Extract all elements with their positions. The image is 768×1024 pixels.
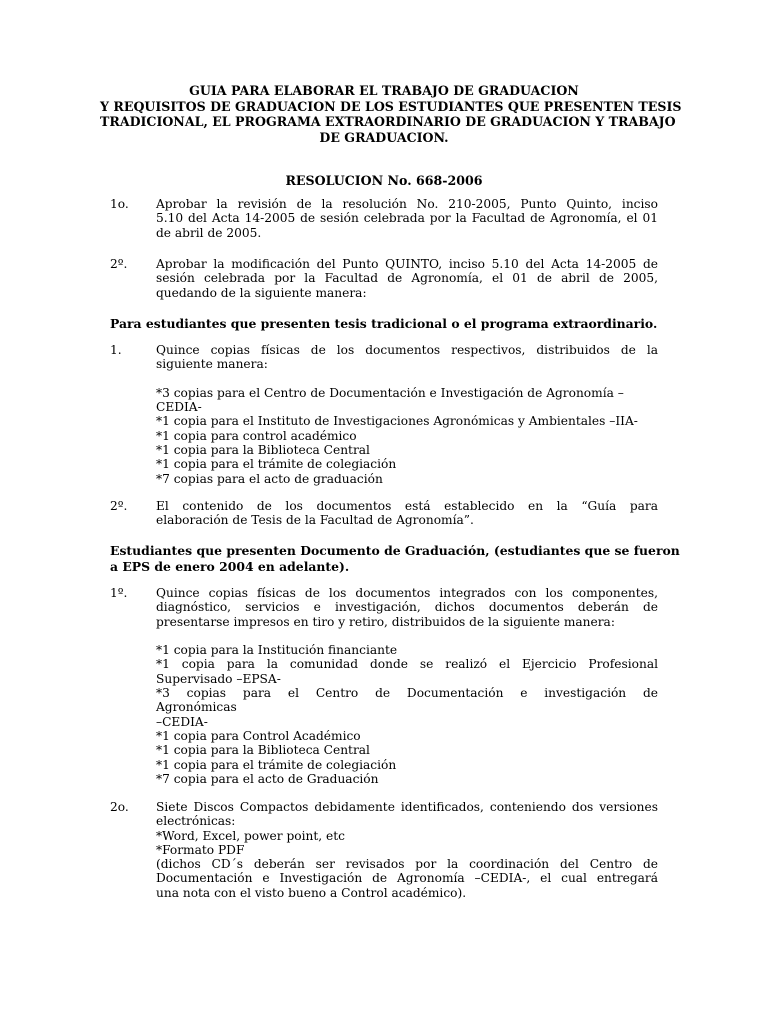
document-title <box>100 83 682 145</box>
resolution-number: RESOLUCION No. 668-2006 <box>285 173 483 188</box>
item-line: *1 copia para el trámite de colegiación <box>156 457 397 472</box>
item-line: –CEDIA- <box>156 714 208 729</box>
item-line: Aprobar la modificación del Punto QUINTO, inciso 5.10 del Acta 14-2005 de <box>156 257 658 271</box>
item-number: 1. <box>110 343 122 357</box>
item-line: *Word, Excel, power point, etc <box>156 828 345 843</box>
item-number: 2º. <box>110 499 128 513</box>
item-line: *1 copia para control académico <box>156 428 357 443</box>
item-line: Siete Discos Compactos debidamente identificados, conteniendo dos versiones <box>156 800 658 814</box>
item-number: 1o. <box>110 197 129 211</box>
item-line: 5.10 del Acta 14-2005 de sesión celebrada por la Facultad de Agronomía, el 01 <box>156 211 658 226</box>
item-line: presentarse impresos en tiro y retiro, distribuidos de la siguiente manera: <box>156 614 615 629</box>
title-line: Y REQUISITOS DE GRADUACION DE LOS ESTUDIANTES QUE PRESENTEN TESIS <box>100 98 682 114</box>
item-line: *1 copia para el Instituto de Investigaciones Agronómicas y Ambientales –IIA- <box>156 414 638 429</box>
item-line: *7 copia para el acto de Graduación <box>156 771 379 786</box>
item-line: elaboración de Tesis de la Facultad de Agronomía”. <box>156 513 474 528</box>
item-line: diagnóstico, servicios e investigación, dichos documentos deberán de <box>156 600 658 615</box>
item-line: *1 copia para la comunidad donde se realizó el Ejercicio Profesional <box>156 657 658 672</box>
item-number: 2o. <box>110 800 129 814</box>
item-line: *1 copia para la Biblioteca Central <box>156 743 370 758</box>
item-line: El contenido de los documentos está establecido en la “Guía para <box>156 499 658 513</box>
resolution-item <box>110 257 658 300</box>
item-line: Supervisado –EPSA- <box>156 671 281 686</box>
section-heading <box>110 316 658 332</box>
title-line: TRADICIONAL, EL PROGRAMA EXTRAORDINARIO DE GRADUACION Y TRABAJO <box>100 114 676 130</box>
section-heading-line: Estudiantes que presenten Documento de Graduación, (estudiantes que se fueron <box>110 543 680 558</box>
item-line: sesión celebrada por la Facultad de Agronomía, el 01 de abril de 2005, <box>156 271 658 286</box>
item-line: Documentación e Investigación de Agronomía –CEDIA-, el cual entregará <box>156 871 658 886</box>
item-line: *Formato PDF <box>156 842 245 857</box>
item-line: *1 copia para Control Académico <box>156 728 361 743</box>
item-line: quedando de la siguiente manera: <box>156 285 367 300</box>
item-line: electrónicas: <box>156 814 236 829</box>
item-line: (dichos CD´s deberán ser revisados por la coordinación del Centro de <box>156 857 658 872</box>
item-number: 2º. <box>110 257 128 271</box>
item-line: Aprobar la revisión de la resolución No. 210-2005, Punto Quinto, inciso <box>156 197 658 211</box>
requirement-item <box>110 343 658 486</box>
item-line: *1 copia para la Institución financiante <box>156 643 398 658</box>
section-heading-line: a EPS de enero 2004 en adelante). <box>110 558 350 574</box>
requirement-item <box>110 499 658 528</box>
item-line: *7 copias para el acto de graduación <box>156 471 383 486</box>
item-line: una nota con el visto bueno a Control académico). <box>156 885 467 900</box>
item-line: Quince copias físicas de los documentos respectivos, distribuidos de la <box>156 343 658 357</box>
item-line: *1 copia para el trámite de colegiación <box>156 757 397 772</box>
item-number: 1º. <box>110 586 128 600</box>
item-line: *1 copia para la Biblioteca Central <box>156 443 370 458</box>
resolution-item <box>110 197 658 240</box>
title-line: GUIA PARA ELABORAR EL TRABAJO DE GRADUACION <box>189 83 579 98</box>
item-line: Agronómicas <box>156 700 237 715</box>
title-line: DE GRADUACION. <box>319 129 449 145</box>
requirement-item <box>110 586 658 786</box>
section-heading-line: Para estudiantes que presenten tesis tradicional o el programa extraordinario. <box>110 316 658 331</box>
requirement-item <box>110 800 658 900</box>
item-line: *3 copias para el Centro de Documentación e Investigación de Agronomía – <box>156 385 624 400</box>
item-line: siguiente manera: <box>156 357 268 372</box>
item-line: de abril de 2005. <box>156 225 262 240</box>
item-line: *3 copias para el Centro de Documentación e investigación de <box>156 686 658 701</box>
section-heading <box>110 543 680 574</box>
item-line: CEDIA- <box>156 400 202 415</box>
item-line: Quince copias físicas de los documentos integrados con los componentes, <box>156 586 658 600</box>
